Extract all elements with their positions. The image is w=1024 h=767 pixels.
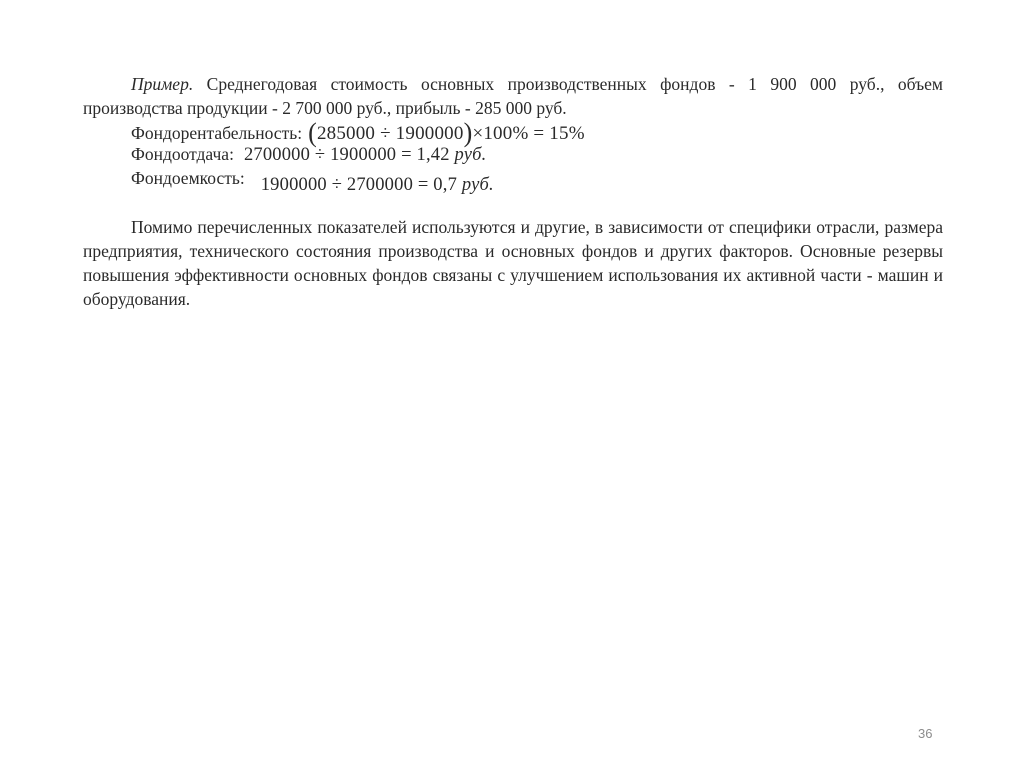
example-paragraph: [83, 72, 943, 120]
reserves-text: Помимо перечисленных показателей используются и другие, в зависимости от специфики отрасли, размера предприятия, технического состояния производства и основных фондов и других факторов. Основные резервы повышения эффективности основных фондов связаны с улучшением использования их активной части - машин и оборудования.: [83, 217, 943, 309]
formula-label-fund-profitability: Фондорентабельность:: [131, 123, 303, 143]
formula-label-capital-productivity: Фондоотдача:: [131, 144, 234, 164]
formula-capital-productivity: [131, 144, 486, 166]
formula-expression-fund-profitability: [308, 117, 585, 148]
formula-capital-intensity: [131, 168, 494, 195]
formula-close-paren: ): [463, 117, 473, 148]
formula-expression-capital-productivity: [244, 145, 487, 166]
example-text: [83, 72, 943, 120]
formula-expr-text: 2700000 ÷ 1900000 = 1,42: [243, 145, 455, 165]
formula-inner: 285000 ÷ 1900000: [316, 123, 464, 144]
example-body: Среднегодовая стоимость основных производственных фондов - 1 900 000 руб., объем производства продукции - 2 700 000 руб., прибыль - 285 000 руб.: [83, 74, 943, 118]
formula-unit: руб.: [461, 175, 494, 195]
page-number: 36: [918, 726, 933, 741]
formula-open-paren: (: [308, 117, 317, 148]
formula-unit: руб.: [454, 145, 487, 165]
formula-expr-text: 1900000 ÷ 2700000 = 0,7: [260, 175, 462, 195]
reserves-paragraph: [83, 215, 943, 311]
formula-rest: ×100% = 15%: [472, 123, 585, 144]
formula-label-capital-intensity: Фондоемкость:: [131, 168, 245, 188]
example-lead: Пример.: [131, 74, 194, 94]
formula-fund-profitability: [131, 117, 585, 148]
formula-expression-capital-intensity: [261, 175, 494, 196]
